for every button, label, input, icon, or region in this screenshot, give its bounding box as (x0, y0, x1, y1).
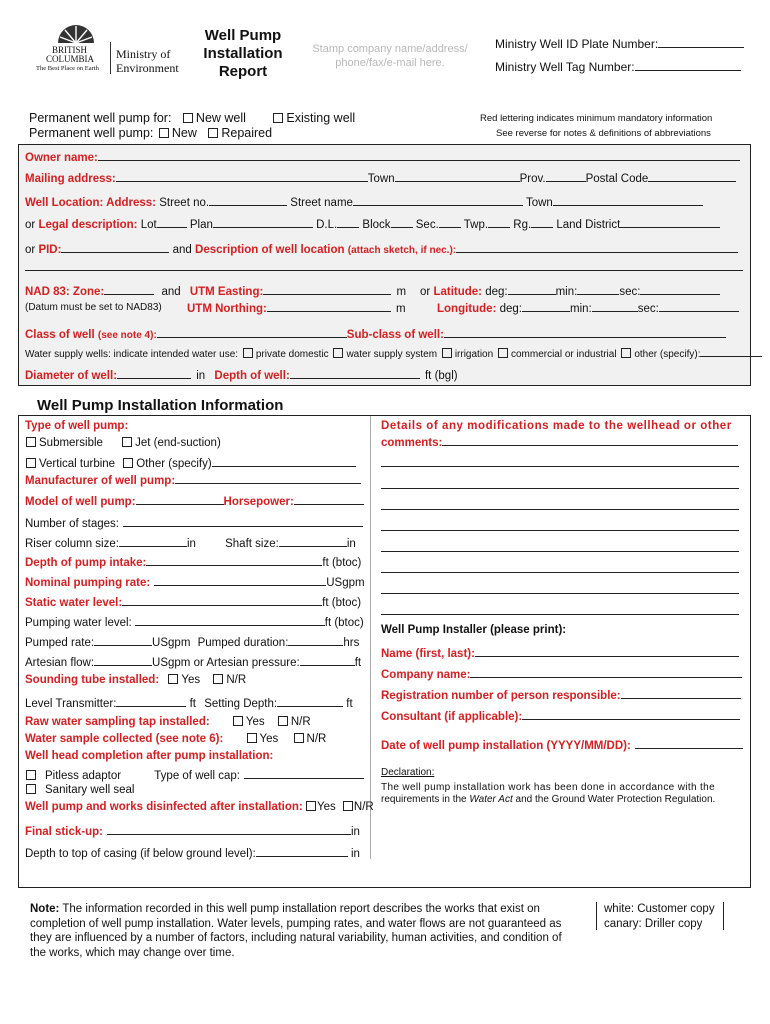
pumped-duration-label: Pumped duration: (197, 637, 289, 649)
nominal-input[interactable] (154, 574, 326, 586)
riser-label: Riser column size: (25, 538, 119, 550)
intake-label: Depth of pump intake: (25, 557, 147, 569)
company-label: Company name: (381, 669, 471, 681)
lon-min-label: min: (570, 303, 592, 315)
depth-label: Depth of well: (214, 370, 290, 382)
pitless-label: Pitless adaptor (45, 770, 122, 782)
pump-new-checkbox[interactable] (159, 128, 169, 138)
lot-label: Lot (140, 219, 157, 231)
or-label-3: or (420, 286, 431, 298)
water-use-label: Water supply wells: indicate intended water use: (25, 349, 239, 360)
static-input[interactable] (122, 594, 322, 606)
desc-continuation-line[interactable] (25, 270, 743, 271)
disinfected-nr-label: N/R (353, 801, 374, 813)
horsepower-label: Horsepower: (223, 496, 294, 508)
title-line1: Well Pump (204, 27, 282, 44)
shaft-unit: in (346, 538, 356, 550)
logo-divider (110, 42, 111, 74)
pumping-input[interactable] (135, 614, 325, 626)
pump-repaired-label: Repaired (221, 126, 273, 140)
sounding-yes-label: Yes (181, 674, 201, 686)
static-label: Static water level: (25, 597, 123, 609)
install-date-row (381, 737, 743, 752)
footer-note-line1 (30, 902, 562, 917)
stages-input[interactable] (123, 515, 363, 527)
m2-label: m (396, 303, 406, 315)
copy-white: white: Customer copy (604, 903, 715, 915)
disinfected-yes-label: Yes (316, 801, 336, 813)
installer-name-input[interactable] (475, 645, 739, 657)
consultant-label: Consultant (if applicable): (381, 711, 523, 723)
rg-label: Rg. (513, 219, 532, 231)
utm-easting-input[interactable] (263, 283, 391, 295)
dl-input[interactable] (337, 216, 359, 228)
type-cap-input[interactable] (244, 767, 364, 779)
installer-heading: Well Pump Installer (please print): (381, 624, 567, 636)
subclass-input[interactable] (444, 326, 726, 338)
new-well-checkbox[interactable] (183, 113, 193, 123)
pumped-duration-unit: hrs (343, 637, 360, 649)
disinfected-label: Well pump and works disinfected after installation: (25, 801, 303, 813)
prov-input[interactable] (546, 170, 586, 182)
water-act: Water Act (469, 794, 513, 805)
comment-line[interactable] (381, 551, 739, 552)
pumping-label: Pumping water level: (25, 617, 132, 629)
lat-min-input[interactable] (577, 283, 619, 295)
desc-label: Description of well location (195, 244, 345, 256)
other-type-label: Other (specify) (136, 458, 212, 470)
pump-status-row (29, 126, 272, 140)
and-label: and (172, 244, 192, 256)
artesian-row (25, 654, 361, 669)
longitude-label: Longitude: (437, 303, 497, 315)
casing-label: Depth to top of casing (if below ground level): (25, 848, 256, 860)
use-domestic-checkbox[interactable] (243, 348, 253, 358)
form-title (193, 27, 293, 81)
level-row (25, 695, 353, 710)
diameter-label: Diameter of well: (25, 370, 118, 382)
street-name-input[interactable] (353, 194, 523, 206)
and2-label: and (161, 286, 181, 298)
bc-logo (34, 18, 189, 80)
sanitary-checkbox[interactable] (26, 784, 36, 794)
diameter-row (25, 367, 458, 382)
sounding-label: Sounding tube installed: (25, 674, 160, 686)
registration-row (381, 687, 741, 702)
lon-deg-label: deg: (499, 303, 522, 315)
registration-input[interactable] (621, 687, 741, 699)
title-line3: Report (218, 63, 268, 80)
copy-bracket-left (596, 902, 597, 930)
comment-line[interactable] (381, 572, 739, 573)
class-input[interactable] (157, 326, 347, 338)
consultant-input[interactable] (522, 708, 740, 720)
plan-input[interactable] (213, 216, 313, 228)
shaft-input[interactable] (279, 535, 347, 547)
artesian-label: Artesian flow: (25, 657, 95, 669)
street-no-label: Street no. (159, 197, 210, 209)
intake-row (25, 554, 361, 569)
disinfected-nr-checkbox[interactable] (343, 801, 353, 811)
lat-sec-label: sec: (619, 286, 641, 298)
prov-label: Prov. (519, 173, 546, 185)
note-text1: The information recorded in this well pump installation report describes the works that exist on (62, 903, 540, 915)
disinfected-yes-checkbox[interactable] (306, 801, 316, 811)
class-label: Class of well (25, 329, 95, 341)
desc-input[interactable] (456, 241, 738, 253)
declaration-line2 (381, 794, 715, 805)
declaration-heading: Declaration: (381, 767, 435, 778)
existing-well-label: Existing well (286, 111, 356, 125)
pid-label: PID: (38, 244, 62, 256)
or-label-2: or (25, 244, 36, 256)
comments-label: comments: (381, 437, 443, 449)
note-text4: the works, which may change over time. (30, 946, 235, 959)
raw-label: Raw water sampling tap installed: (25, 716, 210, 728)
raw-nr-label: N/R (290, 716, 311, 728)
dl-label: D.L. (316, 219, 338, 231)
desc-note: (attach sketch, if nec.): (347, 245, 457, 256)
mailing-input[interactable] (116, 170, 368, 182)
comment-line[interactable] (381, 488, 739, 489)
pumping-unit: ft (btoc) (324, 617, 364, 629)
wellhead-label: Well head completion after pump installation: (25, 750, 274, 762)
town-input[interactable] (395, 170, 520, 182)
horsepower-input[interactable] (294, 493, 364, 505)
stickup-row (25, 823, 360, 838)
riser-input[interactable] (119, 535, 187, 547)
declaration-part-c: and the Ground Water Protection Regulation. (515, 794, 716, 805)
depth-unit: ft (bgl) (424, 370, 458, 382)
consultant-row (381, 708, 740, 723)
pumped-rate-input[interactable] (94, 634, 152, 646)
postal-label: Postal Code (585, 173, 649, 185)
nominal-label: Nominal pumping rate: (25, 577, 151, 589)
details-heading: Details of any modifications made to the wellhead or other (381, 420, 732, 432)
sample-yes-label: Yes (259, 733, 279, 745)
latitude-label: Latitude: (433, 286, 482, 298)
intake-input[interactable] (146, 554, 322, 566)
raw-yes-label: Yes (245, 716, 265, 728)
pid-row (25, 241, 738, 256)
pitless-row (24, 767, 364, 782)
lon-min-input[interactable] (592, 300, 638, 312)
stages-label: Number of stages: (25, 518, 119, 530)
note-text3: they are influenced by a number of factors, including natural variability, human activities, and condition of (30, 932, 562, 944)
disinfected-row (25, 801, 374, 813)
logo-line1: BRITISH (52, 45, 88, 55)
artesian-pressure-input[interactable] (300, 654, 355, 666)
comment-line[interactable] (381, 614, 739, 615)
owner-name-label: Owner name: (25, 152, 98, 164)
manufacturer-row (25, 472, 361, 487)
well-location-row (25, 194, 703, 209)
utm-northing-row (187, 300, 406, 315)
note-label: Note: (30, 903, 60, 915)
longitude-row (437, 300, 739, 315)
pump-for-label: Permanent well pump for: (29, 111, 172, 125)
use-supply-label: water supply system (346, 349, 438, 360)
datum-note: (Datum must be set to NAD83) (25, 302, 162, 313)
riser-row (25, 535, 356, 550)
class-row (25, 326, 726, 341)
ministry-line1: Ministry of (116, 47, 171, 61)
pump-status-label: Permanent well pump: (29, 126, 154, 140)
sounding-nr-label: N/R (226, 674, 247, 686)
copy-canary: canary: Driller copy (604, 917, 703, 930)
raw-yes-checkbox[interactable] (233, 716, 243, 726)
land-district-input[interactable] (620, 216, 720, 228)
model-row (25, 493, 364, 508)
pumped-rate-unit: USgpm (152, 637, 191, 649)
pump-type-row2 (24, 455, 356, 470)
town2-input[interactable] (553, 194, 703, 206)
utm-northing-input[interactable] (267, 300, 391, 312)
tag-number-label: Ministry Well Tag Number: (495, 60, 635, 74)
nominal-row (25, 574, 365, 589)
static-row (25, 594, 361, 609)
sample-yes-checkbox[interactable] (247, 733, 257, 743)
note-text2: completion of well pump installation. Water levels, pumping rates, and water flows are not guaranteed as (30, 917, 562, 930)
logo-tagline: The Best Place on Earth (36, 65, 99, 72)
diameter-unit: in (196, 370, 206, 382)
utm-easting-label: UTM Easting: (189, 286, 264, 298)
use-commercial-checkbox[interactable] (498, 348, 508, 358)
pump-new-label: New (171, 126, 197, 140)
company-input[interactable] (470, 666, 742, 678)
sec-label: Sec. (415, 219, 439, 231)
lat-deg-label: deg: (485, 286, 508, 298)
comments-row (381, 434, 738, 449)
stamp-line1: Stamp company name/address/ (312, 43, 468, 55)
mailing-row (25, 170, 736, 185)
plate-number-field[interactable] (495, 36, 744, 51)
stamp-area[interactable] (300, 42, 480, 70)
copy-bracket-right (723, 902, 724, 930)
comment-line[interactable] (381, 530, 739, 531)
pump-for-row (29, 111, 355, 125)
class-note: (see note 4): (97, 330, 157, 341)
sec-input[interactable] (439, 216, 461, 228)
raw-nr-checkbox[interactable] (278, 716, 288, 726)
sample-nr-checkbox[interactable] (294, 733, 304, 743)
other-type-checkbox[interactable] (123, 458, 133, 468)
install-date-label: Date of well pump installation (YYYY/MM/DD): (381, 740, 631, 752)
type-cap-label: Type of well cap: (154, 770, 240, 782)
submersible-checkbox[interactable] (26, 437, 36, 447)
vertical-checkbox[interactable] (26, 458, 36, 468)
pumping-row (25, 614, 364, 629)
legal-label: Legal description: (38, 219, 138, 231)
sounding-yes-checkbox[interactable] (168, 674, 178, 684)
owner-name-field[interactable] (25, 149, 740, 164)
street-name-label: Street name (290, 197, 353, 209)
lat-min-label: min: (555, 286, 578, 298)
sounding-row (25, 674, 246, 686)
block-input[interactable] (391, 216, 413, 228)
installer-name-label: Name (first, last): (381, 648, 475, 660)
stamp-line2: phone/fax/e-mail here. (335, 57, 445, 69)
company-row (381, 666, 742, 681)
use-domestic-label: private domestic (255, 349, 329, 360)
nad-zone-input[interactable] (104, 283, 154, 295)
submersible-label: Submersible (39, 437, 103, 449)
level-input[interactable] (116, 695, 186, 707)
plan-label: Plan (189, 219, 213, 231)
level-unit: ft (189, 698, 196, 710)
pumped-rate-label: Pumped rate: (25, 637, 95, 649)
level-label: Level Transmitter: (25, 698, 117, 710)
setting-label: Setting Depth: (204, 698, 278, 710)
riser-unit: in (186, 538, 196, 550)
new-well-label: New well (195, 111, 246, 125)
sample-nr-label: N/R (306, 733, 327, 745)
lon-sec-label: sec: (637, 303, 659, 315)
comment-line[interactable] (381, 593, 739, 594)
or-label-1: or (25, 219, 36, 231)
land-district-label: Land District (556, 219, 621, 231)
well-location-label: Well Location: Address: (25, 197, 156, 209)
vertical-label: Vertical turbine (39, 458, 116, 470)
sun-crest-icon (56, 18, 96, 44)
other-type-input[interactable] (212, 455, 356, 467)
column-divider (370, 416, 371, 859)
rg-input[interactable] (531, 216, 553, 228)
manufacturer-input[interactable] (175, 472, 361, 484)
sample-label: Water sample collected (see note 6): (25, 733, 224, 745)
logo-line2: COLUMBIA (46, 54, 95, 64)
mandatory-note: Red lettering indicates minimum mandatory information (480, 113, 713, 124)
utm-northing-label: UTM Northing: (187, 303, 267, 315)
latitude-row (420, 283, 720, 298)
plate-number-label: Ministry Well ID Plate Number: (495, 37, 659, 51)
sample-row (25, 733, 326, 745)
sounding-nr-checkbox[interactable] (213, 674, 223, 684)
setting-unit: ft (346, 698, 353, 710)
mailing-label: Mailing address: (25, 173, 116, 185)
installer-name-row (381, 645, 739, 660)
static-unit: ft (btoc) (322, 597, 362, 609)
declaration-part-a: requirements in the (381, 794, 467, 805)
use-supply-checkbox[interactable] (333, 348, 343, 358)
nominal-unit: USgpm (326, 577, 365, 589)
model-label: Model of well pump: (25, 496, 136, 508)
shaft-label: Shaft size: (225, 538, 279, 550)
pid-input[interactable] (61, 241, 169, 253)
pump-type-row1 (24, 437, 221, 449)
artesian-pressure-label: USgpm or Artesian pressure: (152, 657, 300, 669)
title-line2: Installation (203, 45, 283, 62)
model-input[interactable] (136, 493, 224, 505)
use-irrigation-checkbox[interactable] (442, 348, 452, 358)
manufacturer-label: Manufacturer of well pump: (25, 475, 176, 487)
use-other-input[interactable] (700, 347, 762, 357)
subclass-label: Sub-class of well: (346, 329, 444, 341)
nad-zone-label: NAD 83: Zone: (25, 286, 105, 298)
water-use-row (25, 347, 762, 360)
tag-number-field[interactable] (495, 59, 741, 74)
stickup-unit: in (350, 826, 360, 838)
sanitary-row (24, 784, 134, 796)
pumped-duration-input[interactable] (288, 634, 343, 646)
stickup-label: Final stick-up: (25, 826, 103, 838)
sanitary-label: Sanitary well seal (45, 784, 135, 796)
m1-label: m (396, 286, 407, 298)
lon-sec-input[interactable] (659, 300, 739, 312)
postal-input[interactable] (648, 170, 736, 182)
use-other-label: other (specify): (634, 349, 701, 360)
setting-input[interactable] (277, 695, 343, 707)
casing-row (25, 845, 360, 860)
declaration-line1: The well pump installation work has been done in accordance with the (381, 782, 715, 793)
town-label: Town (367, 173, 395, 185)
comment-line[interactable] (381, 466, 739, 467)
pump-repaired-checkbox[interactable] (208, 128, 218, 138)
artesian-flow-input[interactable] (94, 654, 152, 666)
raw-row (25, 716, 311, 728)
section-title: Well Pump Installation Information (37, 397, 284, 414)
stages-row (25, 515, 363, 530)
legal-row (25, 216, 720, 231)
lot-input[interactable] (157, 216, 187, 228)
street-no-input[interactable] (209, 194, 287, 206)
lat-deg-input[interactable] (508, 283, 556, 295)
copy-info (604, 902, 715, 931)
use-irrigation-label: irrigation (454, 349, 494, 360)
artesian-unit: ft (354, 657, 362, 669)
registration-label: Registration number of person responsible: (381, 690, 621, 702)
lat-sec-input[interactable] (640, 283, 720, 295)
use-other-checkbox[interactable] (621, 348, 631, 358)
lon-deg-input[interactable] (522, 300, 570, 312)
town2-label: Town (525, 197, 553, 209)
intake-unit: ft (btoc) (322, 557, 362, 569)
pump-type-label: Type of well pump: (25, 420, 129, 432)
nad-row (25, 283, 406, 298)
stickup-input[interactable] (107, 823, 351, 835)
jet-checkbox[interactable] (122, 437, 132, 447)
twp-label: Twp. (463, 219, 489, 231)
use-commercial-label: commercial or industrial (510, 349, 617, 360)
twp-input[interactable] (488, 216, 510, 228)
casing-input[interactable] (256, 845, 348, 857)
pitless-checkbox[interactable] (26, 770, 36, 780)
casing-unit: in (350, 848, 360, 860)
comment-line[interactable] (381, 509, 739, 510)
pumped-rate-row (25, 634, 359, 649)
existing-well-checkbox[interactable] (273, 113, 283, 123)
comments-input[interactable] (442, 434, 738, 446)
block-label: Block (362, 219, 391, 231)
reverse-note: See reverse for notes & definitions of abbreviations (496, 128, 711, 139)
footer-note (30, 902, 562, 960)
jet-label: Jet (end-suction) (135, 437, 221, 449)
ministry-line2: Environment (116, 61, 179, 75)
depth-input[interactable] (290, 367, 420, 379)
install-date-input[interactable] (635, 737, 743, 749)
diameter-input[interactable] (117, 367, 191, 379)
